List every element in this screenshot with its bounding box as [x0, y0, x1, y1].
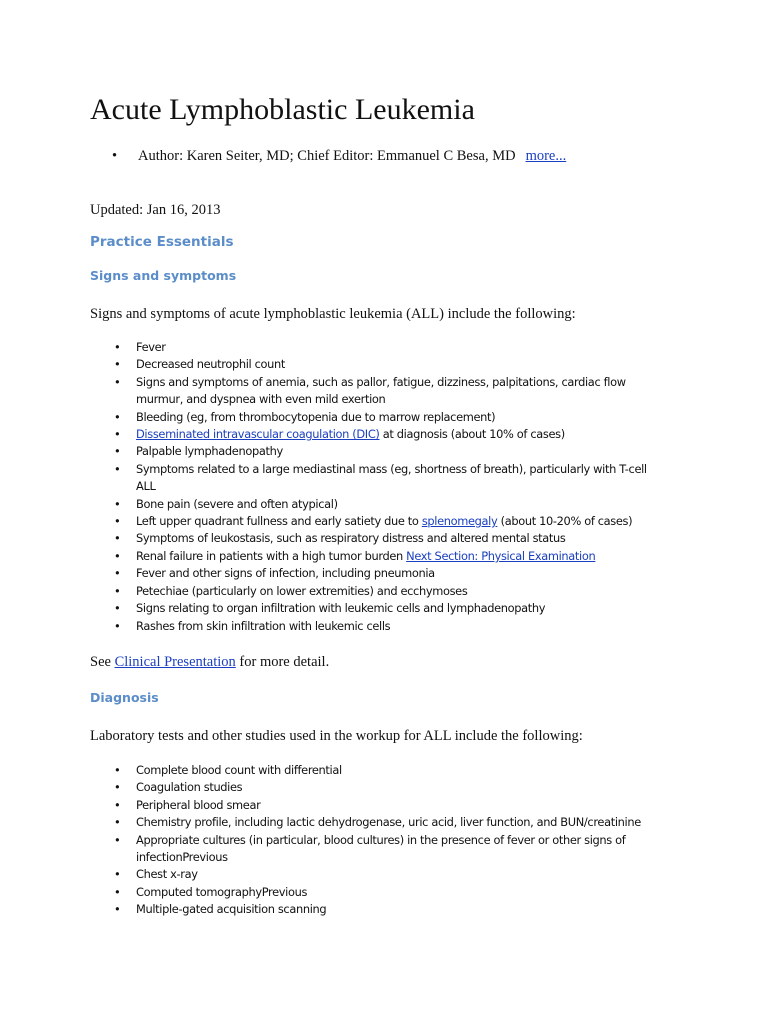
list-item: • Left upper quadrant fullness and early satiety due to splenomegaly (about 10-20% of cases): [90, 513, 650, 530]
author-text: Author: Karen Seiter, MD; Chief Editor: Emmanuel C Besa, MD: [138, 148, 516, 164]
updated-date: Updated: Jan 16, 2013: [90, 202, 221, 218]
diagnosis-list: [90, 762, 650, 919]
list-item: • Bone pain (severe and often atypical): [90, 496, 650, 513]
list-item: • Disseminated intravascular coagulation (DIC) at diagnosis (about 10% of cases): [90, 426, 650, 443]
list-item: • Chemistry profile, including lactic dehydrogenase, uric acid, liver function, and BUN/creatinine: [90, 814, 650, 831]
list-item: • Multiple-gated acquisition scanning: [90, 901, 650, 918]
dic-link[interactable]: Disseminated intravascular coagulation (DIC): [136, 427, 380, 442]
list-item: • Symptoms related to a large mediastinal mass (eg, shortness of breath), particularly with T-cell ALL: [90, 461, 650, 496]
signs-list: [90, 339, 650, 635]
list-item: • Palpable lymphadenopathy: [90, 443, 650, 460]
signs-symptoms-heading: Signs and symptoms: [90, 268, 237, 283]
see-more-line: See Clinical Presentation for more detail.: [90, 654, 330, 670]
list-item: • Signs and symptoms of anemia, such as pallor, fatigue, dizziness, palpitations, cardiac flow murmur, and dyspnea with even mild exertion: [90, 374, 650, 409]
author-line: [90, 146, 566, 166]
list-item: • Signs relating to organ infiltration with leukemic cells and lymphadenopathy: [90, 600, 650, 617]
bullet-icon: •: [112, 148, 118, 164]
list-item: • Complete blood count with differential: [90, 762, 650, 779]
splenomegaly-link[interactable]: splenomegaly: [421, 514, 498, 529]
more-link[interactable]: more...: [525, 148, 567, 164]
clinical-presentation-link[interactable]: Clinical Presentation: [114, 654, 236, 670]
list-item: • Appropriate cultures (in particular, blood cultures) in the presence of fever or other signs of infectionPrevious: [90, 832, 650, 867]
list-item: • Petechiae (particularly on lower extremities) and ecchymoses: [90, 583, 650, 600]
signs-intro: Signs and symptoms of acute lymphoblastic leukemia (ALL) include the following:: [90, 306, 576, 322]
next-section-link[interactable]: Next Section: Physical Examination: [406, 548, 596, 563]
list-item: • Symptoms of leukostasis, such as respiratory distress and altered mental status: [90, 530, 650, 547]
practice-essentials-heading: Practice Essentials: [90, 234, 234, 250]
diagnosis-heading: Diagnosis: [90, 690, 159, 705]
list-item: • Fever and other signs of infection, including pneumonia: [90, 565, 650, 582]
list-item: • Fever: [90, 339, 650, 356]
list-item: • Decreased neutrophil count: [90, 356, 650, 373]
list-item: • Bleeding (eg, from thrombocytopenia due to marrow replacement): [90, 409, 650, 426]
list-item: • Renal failure in patients with a high tumor burden Next Section: Physical Examination: [90, 548, 650, 565]
list-item: • Computed tomographyPrevious: [90, 884, 650, 901]
diagnosis-intro: Laboratory tests and other studies used in the workup for ALL include the following:: [90, 728, 583, 744]
list-item: • Peripheral blood smear: [90, 797, 650, 814]
page-title: Acute Lymphoblastic Leukemia: [90, 93, 475, 126]
list-item: • Chest x-ray: [90, 866, 650, 883]
list-item: • Rashes from skin infiltration with leukemic cells: [90, 618, 650, 635]
list-item: • Coagulation studies: [90, 779, 650, 796]
